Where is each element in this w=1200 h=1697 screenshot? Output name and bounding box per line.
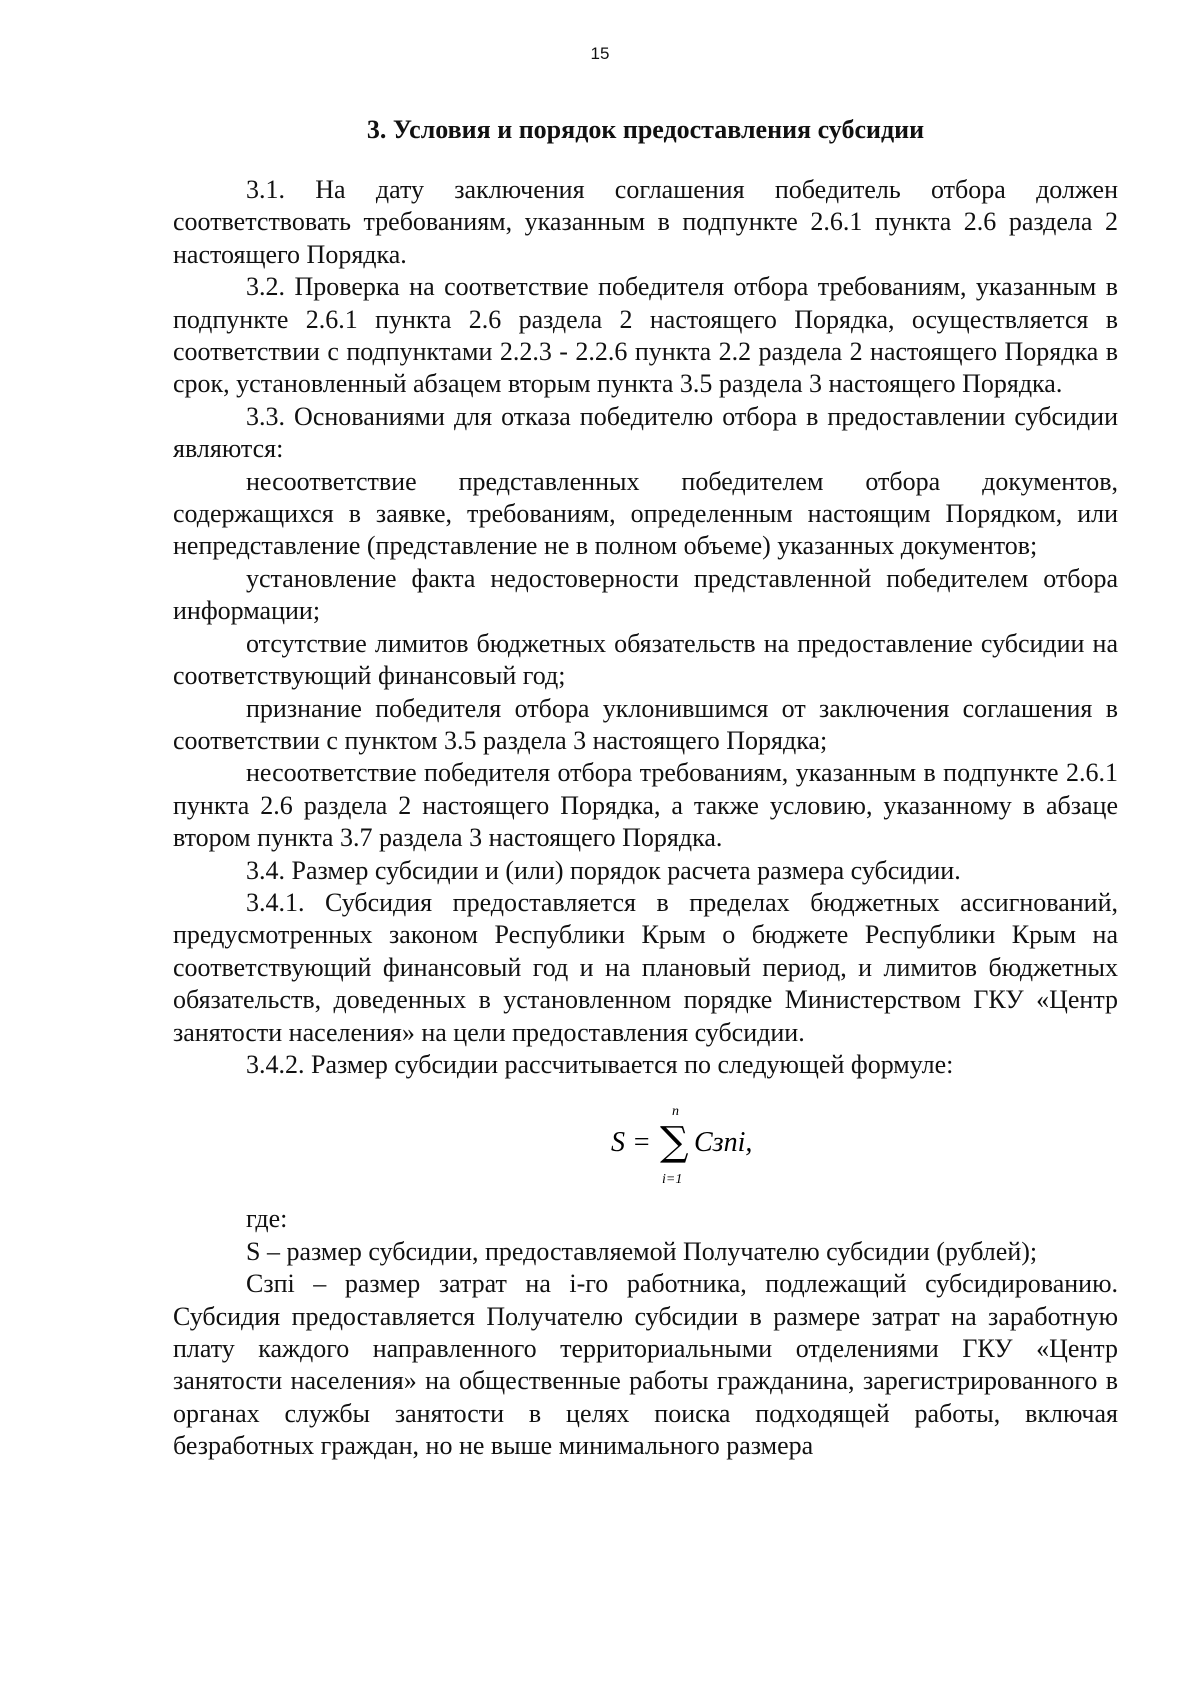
formula-lhs: S = bbox=[611, 1127, 651, 1159]
paragraph-3-4-2: 3.4.2. Размер субсидии рассчитывается по следующей формуле: bbox=[246, 1049, 954, 1079]
formula-term: Cзпi, bbox=[694, 1127, 753, 1159]
sum-upper-limit: n bbox=[672, 1104, 679, 1120]
where-label: где: bbox=[246, 1204, 288, 1234]
refusal-ground-1: несоответствие представленных победителем отбора документов, содержащихся в заявке, требованиям, определенным настоящим Порядком, или непредставление (представление не в полном объеме) указанных документов; bbox=[173, 466, 1118, 561]
paragraph-3-3: 3.3. Основаниями для отказа победителю отбора в предоставлении субсидии являются: bbox=[173, 401, 1118, 464]
section-heading: 3. Условия и порядок предоставления субсидии bbox=[366, 115, 925, 144]
refusal-ground-5: несоответствие победителя отбора требованиям, указанным в подпункте 2.6.1 пункта 2.6 раздела 2 настоящего Порядка, а также условию, указанному в абзаце втором пункта 3.7 раздела 3 настоящего Порядка. bbox=[173, 758, 1118, 853]
refusal-ground-3: отсутствие лимитов бюджетных обязательств на предоставление субсидии на соответствующий финансовый год; bbox=[173, 628, 1118, 691]
paragraph-3-1: 3.1. На дату заключения соглашения победитель отбора должен соответствовать требованиям, указанным в подпункте 2.6.1 пункта 2.6 раздела 2 настоящего Порядка. bbox=[173, 175, 1118, 269]
definition-czpi: Cзпi – размер затрат на i-го работника, подлежащий субсидированию. Субсидия предоставляется Получателю субсидии в размере затрат на заработную плату каждого направленного территориальными отделениями ГКУ «Центр занятости населения» на общественные работы гражданина, зарегистрированного в органах службы занятости в целях поиска подходящей работы, включая безработных граждан, но не выше минимального размера bbox=[173, 1269, 1118, 1461]
sum-lower-limit: i=1 bbox=[662, 1172, 683, 1188]
formula-graphic bbox=[173, 1093, 1118, 1197]
paragraph-3-2: 3.2. Проверка на соответствие победителя отбора требованиям, указанным в подпункте 2.6.1 пункта 2.6 раздела 2 настоящего Порядка, осуществляется в соответствии с подпунктами 2.2.3 - 2.2.6 пункта 2.2 раздела 2 настоящего Порядка в срок, установленный абзацем вторым пункта 3.5 раздела 3 настоящего Порядка. bbox=[173, 272, 1118, 399]
sum-symbol: ∑ bbox=[660, 1119, 689, 1166]
document-body bbox=[173, 114, 1118, 1463]
definition-s: S – размер субсидии, предоставляемой Получателю субсидии (рублей); bbox=[246, 1236, 1038, 1266]
subsidy-formula bbox=[173, 1093, 1118, 1197]
paragraph-3-4-1: 3.4.1. Субсидия предоставляется в пределах бюджетных ассигнований, предусмотренных законом Республики Крым о бюджете Республики Крым на соответствующий финансовый год и на плановый период, и лимитов бюджетных обязательств, доведенных в установленном порядке Министерством ГКУ «Центр занятости населения» на цели предоставления субсидии. bbox=[173, 887, 1118, 1047]
paragraph-3-4: 3.4. Размер субсидии и (или) порядок расчета размера субсидии. bbox=[246, 855, 961, 885]
refusal-ground-2: установление факта недостоверности представленной победителем отбора информации; bbox=[173, 563, 1118, 626]
refusal-ground-4: признание победителя отбора уклонившимся от заключения соглашения в соответствии с пунктом 3.5 раздела 3 настоящего Порядка; bbox=[173, 693, 1118, 755]
page-number: 15 bbox=[590, 44, 610, 63]
